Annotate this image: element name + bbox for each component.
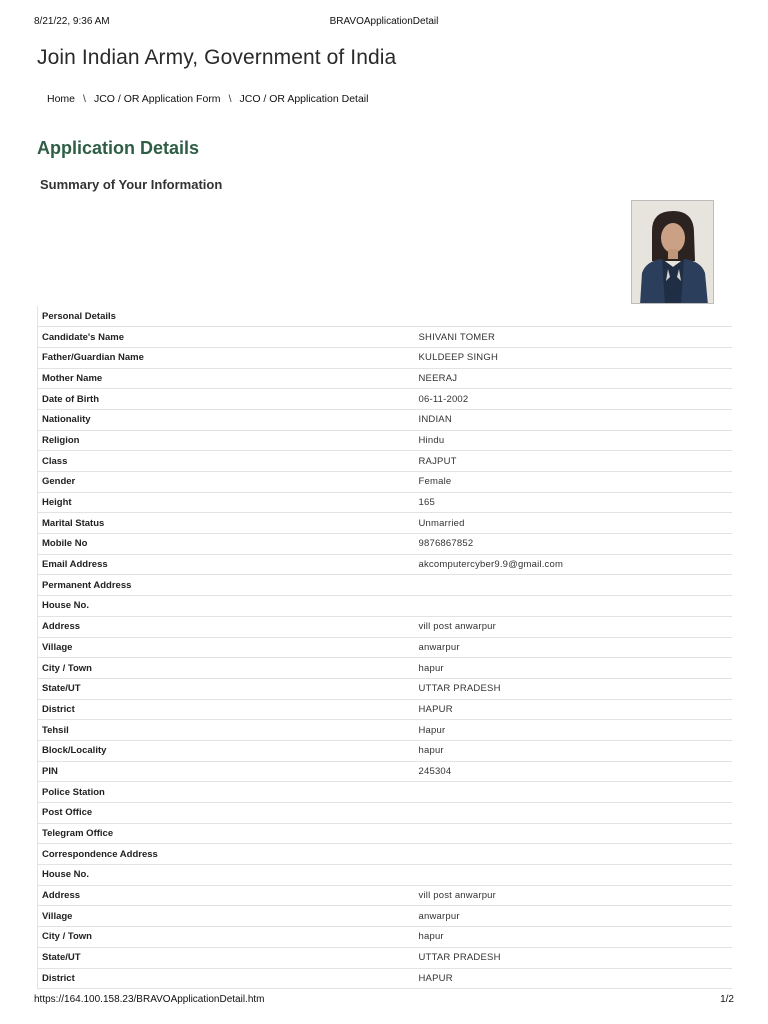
table-row — [38, 616, 733, 637]
table-row — [38, 947, 733, 968]
field-label: Tehsil — [38, 720, 415, 741]
print-header — [34, 16, 734, 30]
page-number: 1/2 — [720, 994, 734, 1005]
field-value: vill post anwarpur — [415, 616, 733, 637]
field-label: District — [38, 968, 415, 989]
field-label: Height — [38, 492, 415, 513]
field-label: Address — [38, 616, 415, 637]
field-label: Religion — [38, 430, 415, 451]
field-label: State/UT — [38, 678, 415, 699]
field-value: Unmarried — [415, 513, 733, 534]
breadcrumb-separator: \ — [83, 93, 86, 105]
table-row — [38, 823, 733, 844]
field-label: Telegram Office — [38, 823, 415, 844]
field-label: City / Town — [38, 658, 415, 679]
table-row — [38, 678, 733, 699]
field-value: anwarpur — [415, 906, 733, 927]
table-row — [38, 575, 733, 596]
field-label: PIN — [38, 761, 415, 782]
field-value: vill post anwarpur — [415, 885, 733, 906]
print-url: https://164.100.158.23/BRAVOApplicationDetail.htm — [34, 994, 265, 1005]
field-label: Post Office — [38, 803, 415, 824]
field-value — [415, 306, 733, 327]
field-value: 165 — [415, 492, 733, 513]
field-value: INDIAN — [415, 409, 733, 430]
table-row — [38, 389, 733, 410]
table-row — [38, 306, 733, 327]
site-title: Join Indian Army, Government of India — [37, 46, 397, 69]
field-label: Personal Details — [38, 306, 415, 327]
field-label: Permanent Address — [38, 575, 415, 596]
field-value — [415, 865, 733, 886]
field-value: HAPUR — [415, 699, 733, 720]
table-row — [38, 968, 733, 989]
field-label: State/UT — [38, 947, 415, 968]
field-label: Nationality — [38, 409, 415, 430]
table-row — [38, 782, 733, 803]
candidate-photo-image — [632, 201, 714, 304]
breadcrumb-home-link[interactable]: Home — [47, 93, 76, 105]
table-row — [38, 513, 733, 534]
field-value: hapur — [415, 927, 733, 948]
field-value — [415, 596, 733, 617]
field-label: Village — [38, 906, 415, 927]
table-row — [38, 844, 733, 865]
table-row — [38, 637, 733, 658]
field-label: Candidate's Name — [38, 327, 415, 348]
table-row — [38, 596, 733, 617]
table-row — [38, 699, 733, 720]
print-document-title: BRAVOApplicationDetail — [329, 16, 439, 27]
table-row — [38, 492, 733, 513]
field-label: Gender — [38, 472, 415, 493]
breadcrumb-separator: \ — [228, 93, 232, 105]
field-label: District — [38, 699, 415, 720]
field-label: Father/Guardian Name — [38, 347, 415, 368]
table-row — [38, 906, 733, 927]
breadcrumb-application-form-link[interactable]: JCO / OR Application Form — [93, 93, 221, 105]
field-label: Mobile No — [38, 534, 415, 555]
table-row — [38, 430, 733, 451]
field-label: City / Town — [38, 927, 415, 948]
field-value: akcomputercyber9.9@gmail.com — [415, 554, 733, 575]
field-label: Address — [38, 885, 415, 906]
field-value: hapur — [415, 740, 733, 761]
table-row — [38, 803, 733, 824]
field-value: 245304 — [415, 761, 733, 782]
field-label: Block/Locality — [38, 740, 415, 761]
table-row — [38, 740, 733, 761]
field-label: House No. — [38, 596, 415, 617]
print-footer — [34, 994, 734, 1008]
field-value — [415, 844, 733, 865]
field-value: 06-11-2002 — [415, 389, 733, 410]
field-value: RAJPUT — [415, 451, 733, 472]
breadcrumb-current-page: JCO / OR Application Detail — [239, 93, 369, 105]
field-label: Class — [38, 451, 415, 472]
field-value: UTTAR PRADESH — [415, 678, 733, 699]
field-label: Village — [38, 637, 415, 658]
field-value — [415, 782, 733, 803]
table-row — [38, 885, 733, 906]
print-date: 8/21/22, 9:36 AM — [34, 16, 110, 27]
table-row — [38, 327, 733, 348]
field-value: SHIVANI TOMER — [415, 327, 733, 348]
field-value: 9876867852 — [415, 534, 733, 555]
table-row — [38, 658, 733, 679]
field-label: Date of Birth — [38, 389, 415, 410]
table-row — [38, 534, 733, 555]
field-value: Hindu — [415, 430, 733, 451]
field-value: KULDEEP SINGH — [415, 347, 733, 368]
candidate-photo — [631, 200, 714, 304]
field-label: Correspondence Address — [38, 844, 415, 865]
table-row — [38, 472, 733, 493]
field-label: Mother Name — [38, 368, 415, 389]
field-value: UTTAR PRADESH — [415, 947, 733, 968]
field-value — [415, 575, 733, 596]
summary-heading: Summary of Your Information — [40, 177, 223, 192]
field-label: Email Address — [38, 554, 415, 575]
field-value: hapur — [415, 658, 733, 679]
page-title: Application Details — [37, 138, 200, 158]
field-value — [415, 803, 733, 824]
field-label: Police Station — [38, 782, 415, 803]
field-label: Marital Status — [38, 513, 415, 534]
table-row — [38, 451, 733, 472]
table-row — [38, 720, 733, 741]
field-label: House No. — [38, 865, 415, 886]
field-value: Hapur — [415, 720, 733, 741]
table-row — [38, 409, 733, 430]
table-row — [38, 761, 733, 782]
table-row — [38, 368, 733, 389]
table-row — [38, 927, 733, 948]
application-details-table — [37, 306, 732, 989]
field-value — [415, 823, 733, 844]
table-row — [38, 554, 733, 575]
breadcrumb — [47, 93, 368, 105]
field-value: anwarpur — [415, 637, 733, 658]
table-row — [38, 865, 733, 886]
field-value: NEERAJ — [415, 368, 733, 389]
field-value: HAPUR — [415, 968, 733, 989]
table-row — [38, 347, 733, 368]
field-value: Female — [415, 472, 733, 493]
